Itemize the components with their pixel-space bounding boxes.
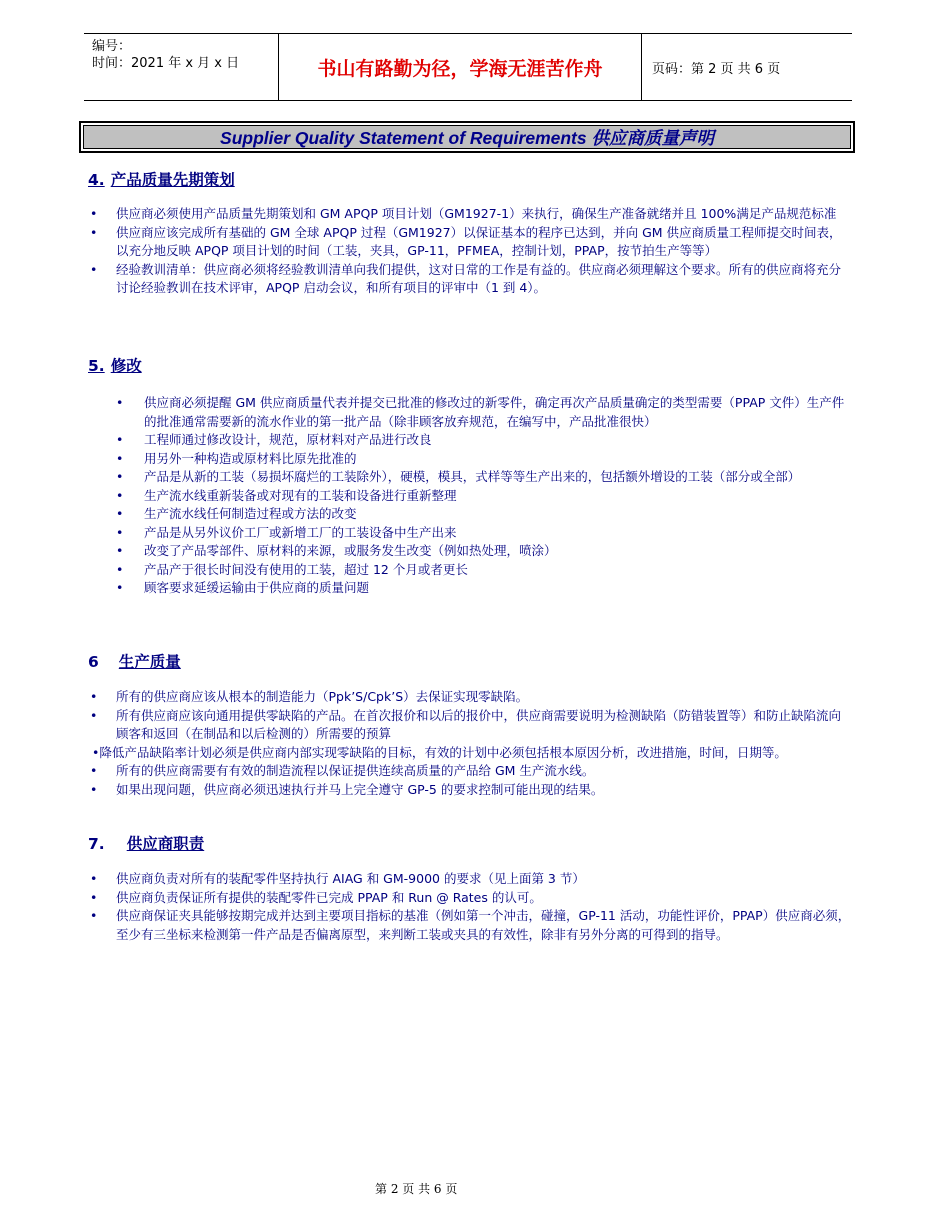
section-6	[88, 650, 853, 799]
bullet-list	[88, 394, 853, 598]
list-item: • 工程师通过修改设计，规范，原材料对产品进行改良	[116, 432, 432, 447]
list-item: • 供应商保证夹具能够按期完成并达到主要项目指标的基准（例如第一个冲击，碰撞，GP-11 活动，功能性评价，PPAP）供应商必须，至少有三坐标来检测第一件产品是否偏离原型，来判断工装或夹具的有效性，除非有另外分离的可得到的指导。	[90, 908, 851, 942]
list-item: • 供应商应该完成所有基础的 GM 全球 APQP 过程（GM1927）以保证基本的程序已达到，并向 GM 供应商质量工程师提交时间表，以充分地反映 APQP 项目计划的时间（工装，夹具，GP-11，PFMEA，控制计划，PPAP，按节拍生产等等）	[90, 224, 842, 258]
list-item: • 供应商必须使用产品质量先期策划和 GM APQP 项目计划（GM1927-1）来执行，确保生产准备就绪并且 100%满足产品规范标准	[90, 206, 837, 221]
list-item: • 生产流水线任何制造过程或方法的改变	[116, 506, 357, 521]
list-item: • 顾客要求延缓运输由于供应商的质量问题	[116, 580, 370, 595]
page-footer: 第 2 页 共 6 页	[375, 1182, 458, 1196]
header-table	[84, 33, 852, 101]
list-item: • 供应商必须提醒 GM 供应商质量代表并提交已批准的修改过的新零件，确定再次产品质量确定的类型需要（PPAP 文件）生产件的批准通常需要新的流水作业的第一批产品（除非顾客放弃规范，在编写中，产品批准很快）	[116, 395, 845, 429]
header-left-cell	[84, 34, 279, 100]
document-time-label: 时间：2021 年 x 月 x 日	[92, 56, 240, 71]
document-number-label: 编号：	[92, 39, 132, 54]
header-motto: 书山有路勤为径，学海无涯苦作舟	[279, 34, 642, 100]
bullet-list	[88, 870, 853, 944]
list-item: • 如果出现问题，供应商必须迅速执行并马上完全遵守 GP-5 的要求控制可能出现的结果。	[90, 781, 604, 797]
bullet-list	[88, 205, 853, 298]
list-item: • 所有的供应商需要有有效的制造流程以保证提供连续高质量的产品给 GM 生产流水线。	[90, 763, 595, 778]
section-5	[88, 354, 853, 598]
list-item: • 所有供应商应该向通用提供零缺陷的产品。在首次报价和以后的报价中，供应商需要说明为检测缺陷（防错装置等）和防止缺陷流向顾客和返回（在制品和以后检测的）所需要的预算	[90, 707, 842, 741]
section-4	[88, 168, 853, 298]
list-item: • 产品产于很长时间没有使用的工装，超过 12 个月或者更长	[116, 561, 468, 577]
header-page-label: 页码：第 2 页 共 6 页	[652, 61, 781, 77]
list-item: • 所有的供应商应该从根本的制造能力（Ppk’S/Cpk’S）去保证实现零缺陷。	[90, 689, 529, 704]
section-title: 4. 产品质量先期策划	[88, 171, 235, 189]
list-item: • 改变了产品零部件、原材料的来源，或服务发生改变（例如热处理，喷涂）	[116, 543, 557, 558]
list-item: •降低产品缺陷率计划必须是供应商内部实现零缺陷的目标，有效的计划中必须包括根本原因分析，改进措施，时间，日期等。	[92, 744, 787, 760]
section-title: 5. 修改	[88, 357, 142, 375]
title-banner	[79, 121, 855, 153]
list-item: • 产品是从另外议价工厂或新增工厂的工装设备中生产出来	[116, 524, 457, 540]
section-7	[88, 832, 853, 944]
list-item: • 产品是从新的工装（易损坏腐烂的工装除外），硬模，模具，式样等等生产出来的，包括额外增设的工装（部分或全部）	[116, 469, 801, 484]
banner-title: Supplier Quality Statement of Requirements 供应商质量声明	[83, 125, 851, 149]
bullet-list	[88, 688, 853, 799]
list-item: • 用另外一种构造或原材料比原先批准的	[116, 450, 357, 466]
list-item: • 经验教训清单：供应商必须将经验教训清单向我们提供，这对日常的工作是有益的。供应商必须理解这个要求。所有的供应商将充分讨论经验教训在技术评审，APQP 启动会议，和所有项目的评审中（1 到 4）。	[90, 261, 842, 295]
list-item: • 供应商负责对所有的装配零件坚持执行 AIAG 和 GM-9000 的要求（见上面第 3 节）	[90, 871, 585, 886]
section-title: 6 生产质量	[88, 653, 181, 671]
list-item: • 生产流水线重新装备或对现有的工装和设备进行重新整理	[116, 487, 457, 503]
list-item: • 供应商负责保证所有提供的装配零件已完成 PPAP 和 Run @ Rates 的认可。	[90, 889, 542, 905]
section-title: 7. 供应商职责	[88, 835, 205, 853]
